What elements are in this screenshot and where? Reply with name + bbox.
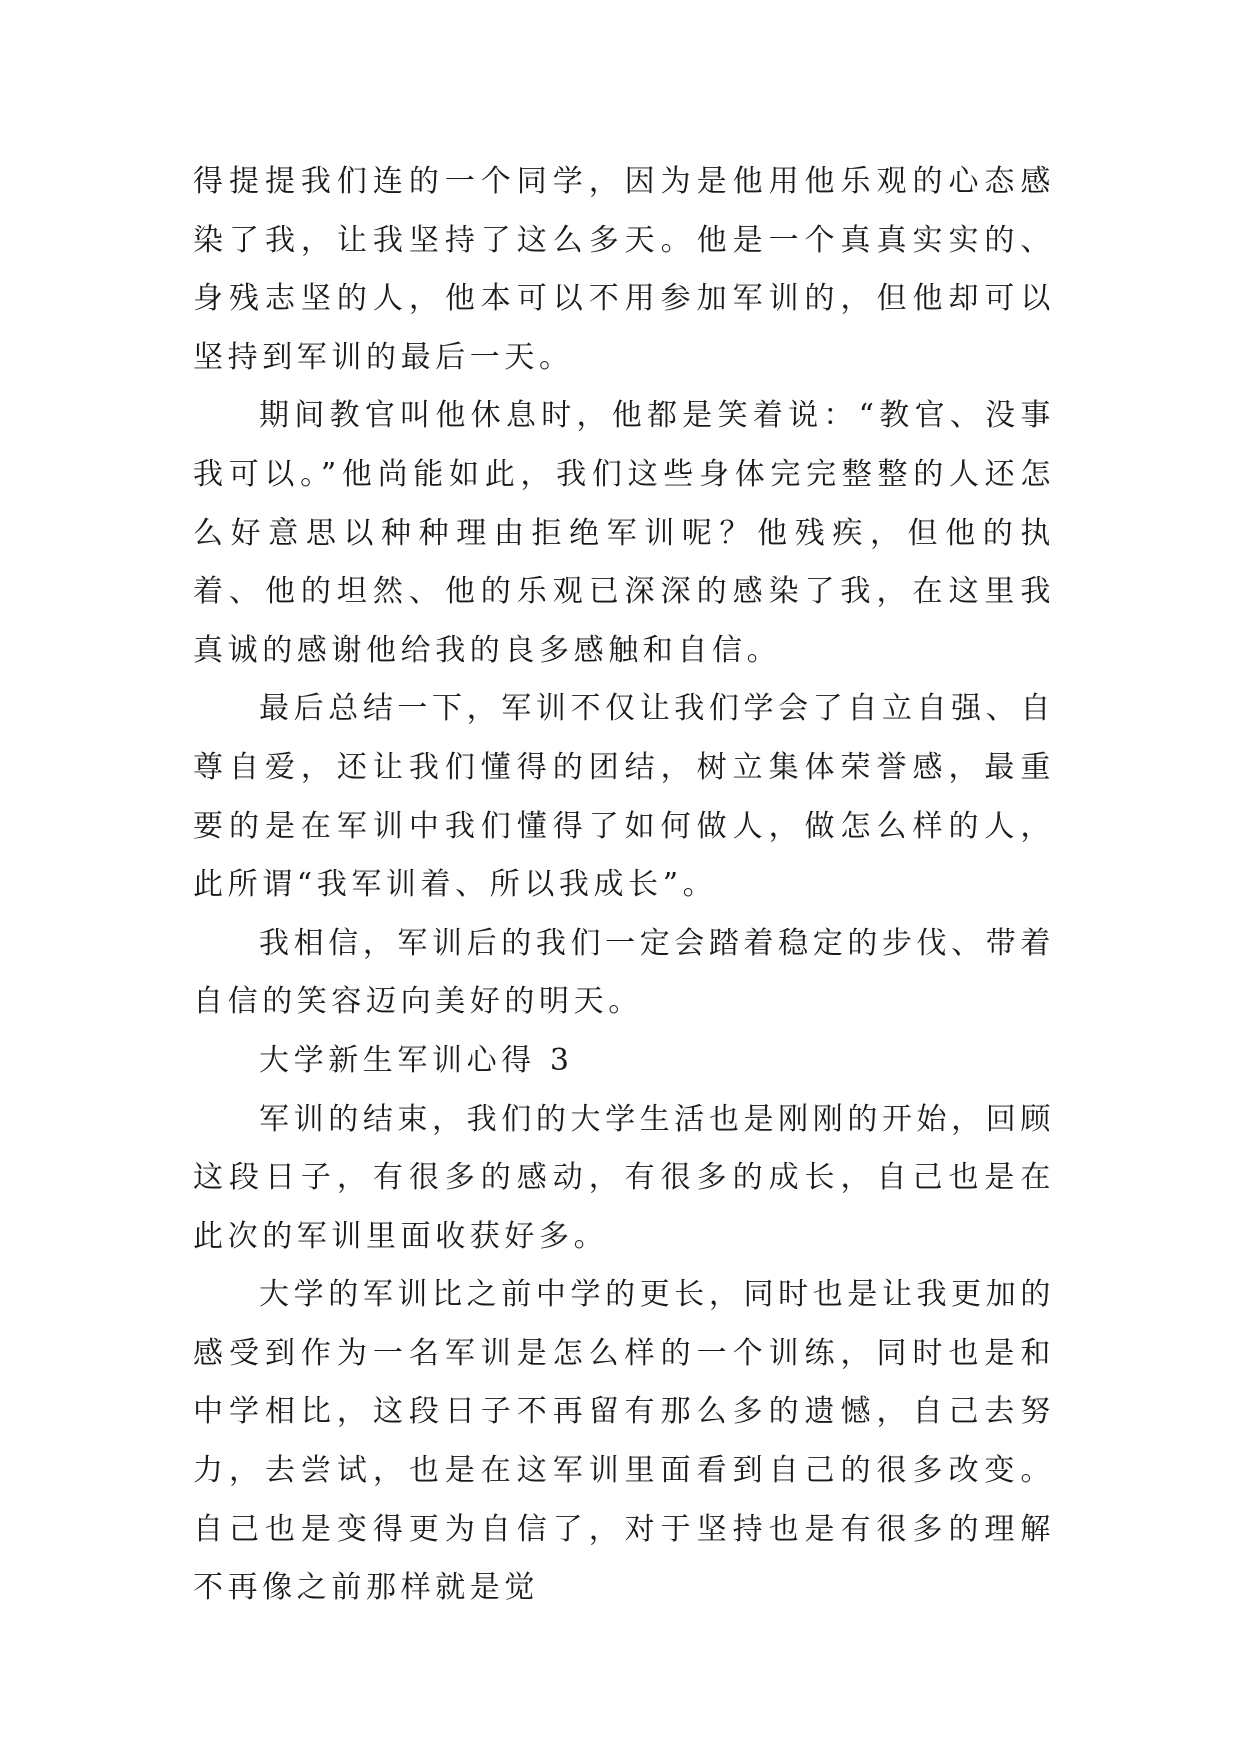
section-heading: 大学新生军训心得 3 [259,1042,574,1078]
document-body [193,153,1055,1618]
paragraph: 我相信，军训后的我们一定会踏着稳定的步伐、带着自信的笑容迈向美好的明天。 [193,925,1055,1020]
paragraph: 大学的军训比之前中学的更长，同时也是让我更加的感受到作为一名军训是怎么样的一个训练，同时也是和中学相比，这段日子不再留有那么多的遗憾，自己去努力，去尝试，也是在这军训里面看到自己的很多改变。自己也是变得更为自信了，对于坚持也是有很多的理解不再像之前那样就是觉 [193,1277,1055,1606]
paragraph-continued: 得提提我们连的一个同学，因为是他用他乐观的心态感染了我，让我坚持了这么多天。他是一个真真实实的、身残志坚的人，他本可以不用参加军训的，但他却可以坚持到军训的最后一天。 [193,164,1055,375]
paragraph: 最后总结一下，军训不仅让我们学会了自立自强、自尊自爱，还让我们懂得的团结，树立集体荣誉感，最重要的是在军训中我们懂得了如何做人，做怎么样的人，此所谓“我军训着、所以我成长”。 [193,691,1055,903]
paragraph: 军训的结束，我们的大学生活也是刚刚的开始，回顾这段日子，有很多的感动，有很多的成长，自己也是在此次的军训里面收获好多。 [193,1101,1055,1254]
paragraph: 期间教官叫他休息时，他都是笑着说：“教官、没事我可以。”他尚能如此，我们这些身体完完整整的人还怎么好意思以种种理由拒绝军训呢？他残疾，但他的执着、他的坦然、他的乐观已深深的感染了我，在这里我真诚的感谢他给我的良多感触和自信。 [193,398,1055,668]
